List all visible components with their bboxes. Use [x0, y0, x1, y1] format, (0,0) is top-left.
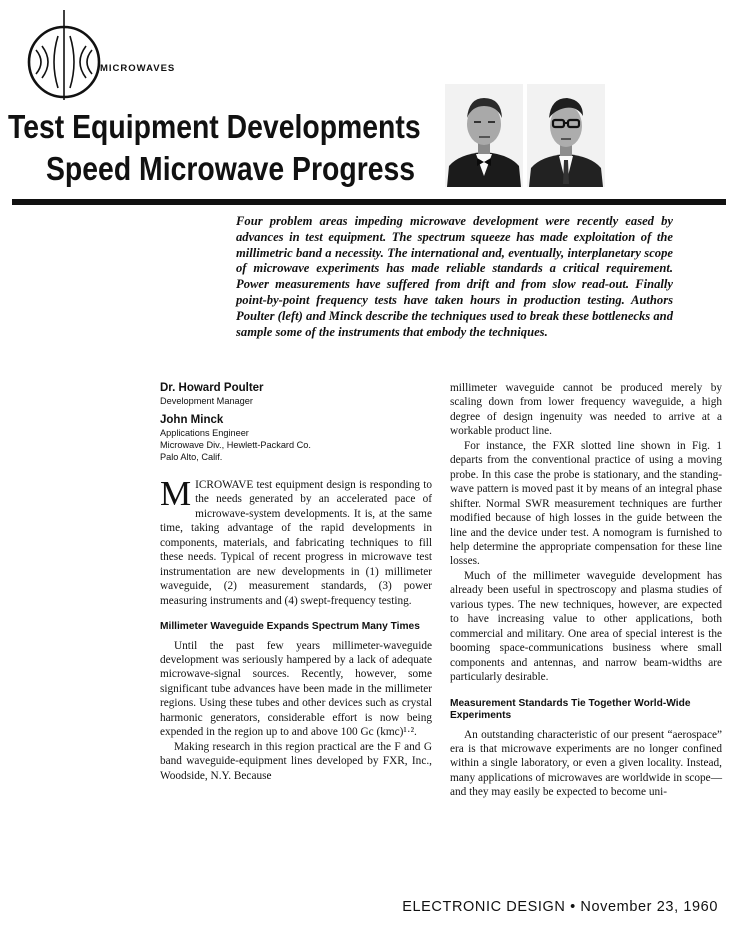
title-rule: [12, 199, 726, 205]
intro-deck: Four problem areas impeding microwave development were recently eased by advances in test equipment. The spectrum squeeze has made exploitation of the millimetric band a necessity. The international and, eventually, interplanetary scope of microwave experiments has made reliable standards a critical requirement. Power measurements have suffered from drift and from slow read-out. Finally point-by-point frequency tests have taken hours in production testing. Authors Poulter (left) and Minck describe the techniques used to break these bottlenecks and sample some of the instruments that embody the techniques.: [236, 214, 673, 339]
headline-line-2: Speed Microwave Progress: [46, 150, 416, 187]
body-paragraph-3: Making research in this region practical are the F and G band waveguide-equipment lines developed by FXR, Inc., Woodside, N.Y. Because: [160, 740, 432, 782]
body-paragraph-5: For instance, the FXR slotted line shown in Fig. 1 departs from the conventional practice of using a moving probe. In this case the probe is stationary, and the standing-wave pattern is moved past it by means of an integral phase shifter. Normal SWR measurement techniques are further modified because of high losses in the guide between the line and the device under test. A nomogram is furnished to help determine the appropriate compensation for these line losses.: [450, 439, 722, 568]
opening-paragraph: [160, 474, 432, 608]
subhead-millimeter-waveguide: Millimeter Waveguide Expands Spectrum Many Times: [160, 621, 420, 633]
section-label: MICROWAVES: [100, 63, 176, 74]
column-right: [450, 381, 722, 800]
drop-cap: M: [160, 474, 192, 513]
body-paragraph-6: Much of the millimeter waveguide development has already been useful in spectroscopy and plasma studies of various types. The new techniques, however, are expected to have increasing value to other applications, both commercial and military. One area of special interest is the booming space-communications business where small components and antennas, and narrow beam-widths are particularly desirable.: [450, 569, 722, 684]
page-footer: ELECTRONIC DESIGN • November 23, 1960: [402, 899, 718, 915]
body-paragraph-4: millimeter waveguide cannot be produced merely by scaling down from lower frequency waveguide, a high degree of design ingenuity was needed to arrive at a workable product line.: [450, 382, 722, 438]
author-organization: Microwave Div., Hewlett-Packard Co.: [160, 440, 311, 450]
author-title-minck: Applications Engineer: [160, 428, 249, 438]
headline: [8, 108, 438, 188]
microwaves-logo: [22, 10, 192, 100]
headline-line-1: Test Equipment Developments: [8, 108, 421, 145]
column-left: [160, 381, 432, 783]
body-paragraph-7: An outstanding characteristic of our present “aerospace” era is that microwave experiments are no longer confined within a single laboratory, or even a given locality. Instead, many applications of microwaves are worldwide in scope—and they may easily be expected to become uni-: [450, 728, 722, 799]
body-paragraph-2: Until the past few years millimeter-waveguide development was seriously hampered by a lack of adequate microwave-signal sources. Recently, however, some significant tube advances have been made in the millimeter regions. Using these tubes and other devices such as crystal harmonic generators, considerable effort is now being expended in the region up to and above 100 Gc (kmc)¹·².: [160, 639, 432, 739]
author-photo-poulter: [445, 84, 523, 187]
author-photo-minck: [527, 84, 605, 187]
author-location: Palo Alto, Calif.: [160, 452, 223, 462]
body-paragraph-1: ICROWAVE test equipment design is responding to the needs generated by an accelerated pace of microwave-system developments. It is, at the same time, taking advantage of the rapid developments in components, materials, and fabricating techniques to fill these needs. Typical of recent progress in microwave test instrumentation are new developments in (1) millimeter waveguide, (2) measurement standards, (3) power measuring instruments and (4) swept-frequency testing.: [160, 479, 432, 607]
author-name-minck: John Minck: [160, 414, 224, 426]
author-title-poulter: Development Manager: [160, 396, 253, 406]
author-name-poulter: Dr. Howard Poulter: [160, 382, 264, 394]
subhead-measurement-standards: Measurement Standards Tie Together World-Wide Experiments: [450, 697, 691, 722]
